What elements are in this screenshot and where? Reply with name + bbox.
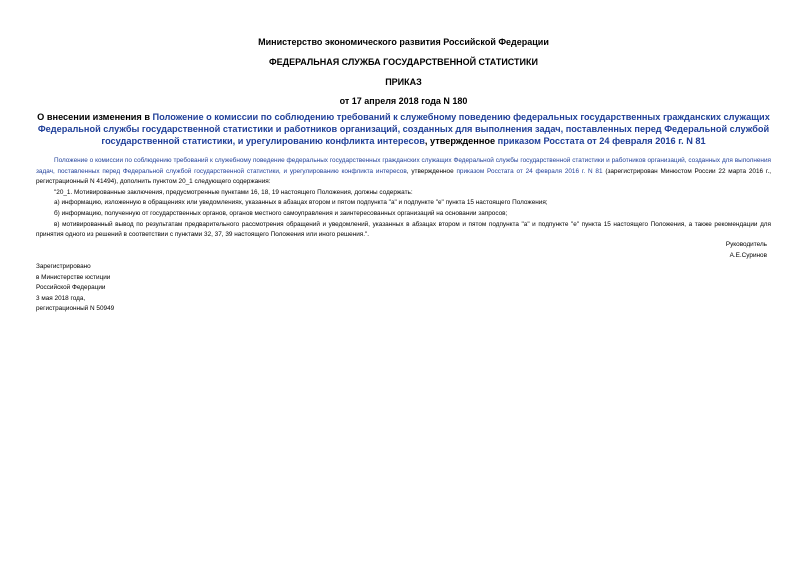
signature-block (726, 240, 767, 261)
body-text-fragment: , утвержденное (406, 167, 457, 175)
registration-line: Зарегистрировано (36, 263, 91, 270)
body-paragraph: "20_1. Мотивированные заключения, предусмотренные пунктами 16, 18, 19 настоящего Положения, должны содержать: (54, 188, 413, 196)
registration-block (36, 262, 114, 315)
registration-line: в Министерстве юстиции (36, 273, 111, 281)
title-prefix: О внесении изменения в (37, 112, 153, 122)
doc-type-heading: ПРИКАЗ (385, 77, 422, 87)
body-text-fragment: (зарегистрирован Минюстом России 22 марта 2016 г., регистрационный N 41494), дополнить пунктом 20_1 следующего содержания: (36, 167, 772, 186)
registration-line: Российской Федерации (36, 284, 106, 292)
signature-name: А.Е.Суринов (729, 251, 767, 259)
service-heading: ФЕДЕРАЛЬНАЯ СЛУЖБА ГОСУДАРСТВЕННОЙ СТАТИСТИКИ (269, 57, 538, 67)
signature-position: Руководитель (725, 241, 767, 248)
registration-line: регистрационный N 50949 (36, 305, 115, 313)
body-order-link[interactable]: приказом Росстата от 24 февраля 2016 г. N 81 (456, 167, 603, 175)
document-body (36, 156, 771, 241)
body-paragraph: б) информацию, полученную от государственных органов, органов местного самоуправления и заинтересованных организаций на основании запросов; (54, 209, 508, 217)
registration-line: 3 мая 2018 года, (36, 294, 86, 302)
body-paragraph: а) информацию, изложенную в обращениях или уведомлениях, указанных в абзацах втором и пятом подпункта "а" и подпункте "е" пункта 15 настоящего Положения; (54, 199, 548, 207)
ministry-heading: Министерство экономического развития Российской Федерации (258, 37, 549, 47)
document-title (36, 111, 771, 147)
title-middle: , утвержденное (424, 136, 498, 146)
regulation-link[interactable]: Положение о комиссии по соблюдению требований к служебному поведению федеральных государственных гражданских служащих Федеральной службы государственной статистики и работников организаций, созданных для выполнения задач, поставленных перед Федеральной службой государственной статистики, и урегулированию конфликта интересов (37, 112, 770, 146)
date-number-heading: от 17 апреля 2018 года N 180 (339, 96, 468, 106)
body-regulation-link[interactable]: Положение о комиссии по соблюдению требований к служебному поведение федеральных государственных гражданских служащих Федеральной службы государственной статистики и работников организаций, созданных для выполнения задач, поставленных перед Федеральной службой государственной статистики, и урегулированию конфликта интересов (36, 157, 771, 175)
body-paragraph (36, 156, 771, 188)
body-paragraph: в) мотивированный вывод по результатам предварительного рассмотрения обращений и уведомлений, указанных в абзацах втором и пятом подпункта "а" и подпункте "е" пункта 15 настоящего Положения, а также рекомендации для принятия одного из решений в соответствии с пунктами 32, 37, 39 настоящего Положения или иного решения.". (36, 220, 771, 239)
order-link[interactable]: приказом Росстата от 24 февраля 2016 г. N 81 (497, 136, 706, 146)
